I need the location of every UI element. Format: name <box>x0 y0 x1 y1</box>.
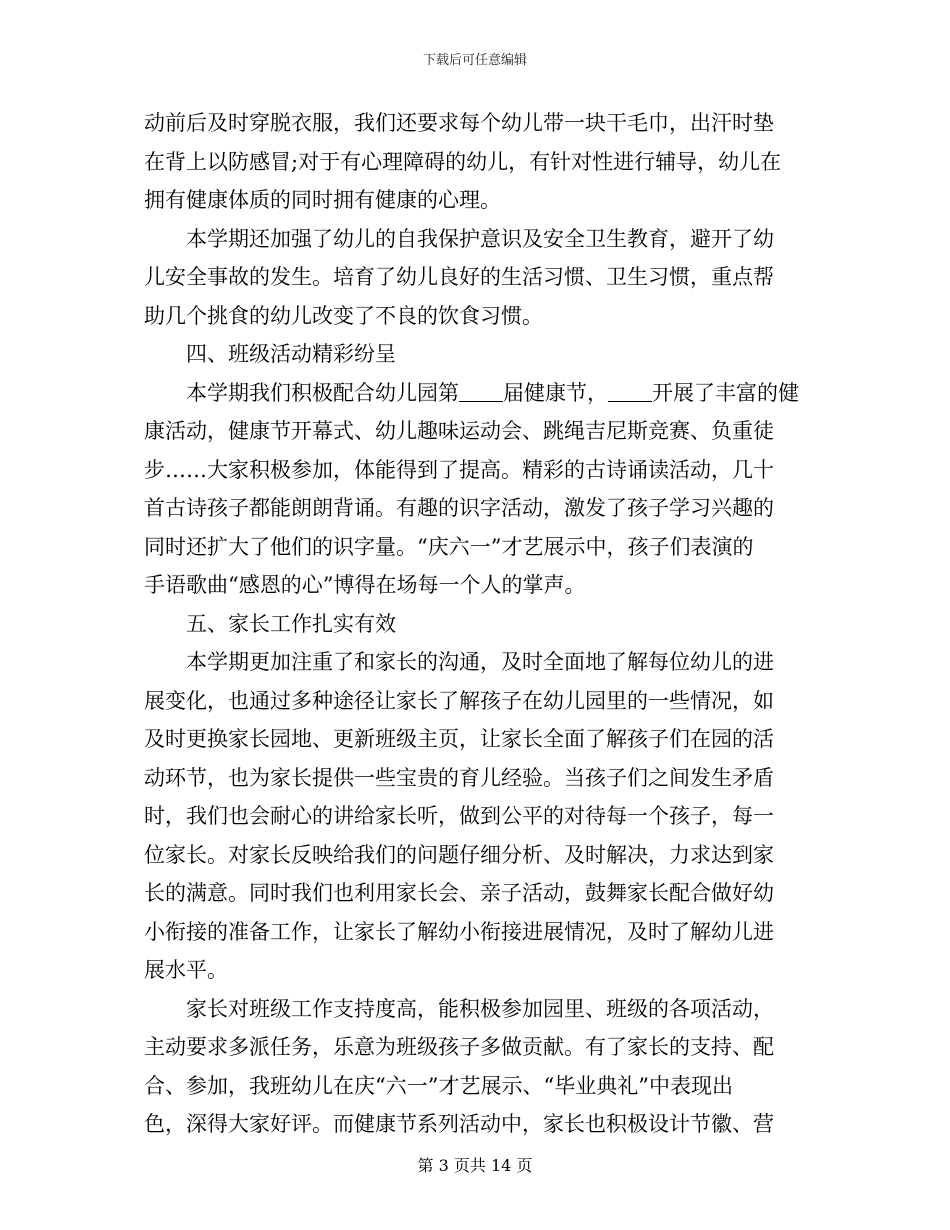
text-line: 动前后及时穿脱衣服，我们还要求每个幼儿带一块干毛巾，出汗时垫 <box>144 111 774 135</box>
text-segment: 开展了丰富的健 <box>652 380 799 405</box>
text-line: 手语歌曲“感恩的心”博得在场每一个人的掌声。 <box>144 573 586 597</box>
text-segment: 届健康节， <box>503 380 608 405</box>
text-line: 拥有健康体质的同时拥有健康的心理。 <box>144 188 501 212</box>
text-line: 首古诗孩子都能朗朗背诵。有趣的识字活动，激发了孩子学习兴趣的 <box>144 496 774 520</box>
text-line: 展水平。 <box>144 958 228 982</box>
document-body <box>144 104 804 1144</box>
text-line-with-blanks <box>144 374 804 413</box>
text-line: 儿安全事故的发生。培育了幼儿良好的生活习惯、卫生习惯，重点帮 <box>144 265 774 289</box>
section-heading: 四、班级活动精彩纷呈 <box>186 342 396 366</box>
text-line: 动环节，也为家长提供一些宝贵的育儿经验。当孩子们之间发生矛盾 <box>144 765 774 790</box>
text-line: 主动要求多派任务，乐意为班级孩子多做贡献。有了家长的支持、配 <box>144 1035 774 1059</box>
page-header: 下载后可任意编辑 <box>422 53 527 68</box>
text-line: 康活动，健康节开幕式、幼儿趣味运动会、跳绳吉尼斯竞赛、负重徒 <box>144 419 774 443</box>
text-line: 助几个挑食的幼儿改变了不良的饮食习惯。 <box>144 303 543 328</box>
text-line: 时，我们也会耐心的讲给家长听，做到公平的对待每一个孩子，每一 <box>144 804 774 828</box>
fill-in-blank <box>459 383 503 402</box>
text-line: 长的满意。同时我们也利用家长会、亲子活动，鼓舞家长配合做好幼 <box>144 881 774 905</box>
text-line: 在背上以防感冒;对于有心理障碍的幼儿，有针对性进行辅导，幼儿在 <box>144 149 782 174</box>
text-line: 步……大家积极参加，体能得到了提高。精彩的古诗诵读活动，几十 <box>144 457 774 482</box>
text-segment: 本学期我们积极配合幼儿园第 <box>186 380 459 405</box>
section-heading: 五、家长工作扎实有效 <box>186 611 396 636</box>
fill-in-blank <box>608 383 652 402</box>
text-line: 展变化，也通过多种途径让家长了解孩子在幼儿园里的一些情况，如 <box>144 688 774 713</box>
text-line: 合、参加，我班幼儿在庆“六一”才艺展示、“毕业典礼”中表现出 <box>144 1073 733 1098</box>
text-line: 本学期更加注重了和家长的沟通，及时全面地了解每位幼儿的进 <box>186 650 774 674</box>
page-footer: 第 3 页共 14 页 <box>417 1156 533 1175</box>
text-line: 本学期还加强了幼儿的自我保护意识及安全卫生教育，避开了幼 <box>186 226 774 251</box>
text-line: 色，深得大家好评。而健康节系列活动中，家长也积极设计节徽、营 <box>144 1112 774 1136</box>
text-line: 同时还扩大了他们的识字量。“庆六一”才艺展示中，孩子们表演的 <box>144 534 754 559</box>
text-line: 家长对班级工作支持度高，能积极参加园里、班级的各项活动， <box>186 996 774 1021</box>
text-line: 位家长。对家长反映给我们的问题仔细分析、及时解决，力求达到家 <box>144 842 774 867</box>
text-line: 及时更换家长园地、更新班级主页，让家长全面了解孩子们在园的活 <box>144 727 774 751</box>
text-line: 小衔接的准备工作，让家长了解幼小衔接进展情况，及时了解幼儿进 <box>144 919 774 944</box>
